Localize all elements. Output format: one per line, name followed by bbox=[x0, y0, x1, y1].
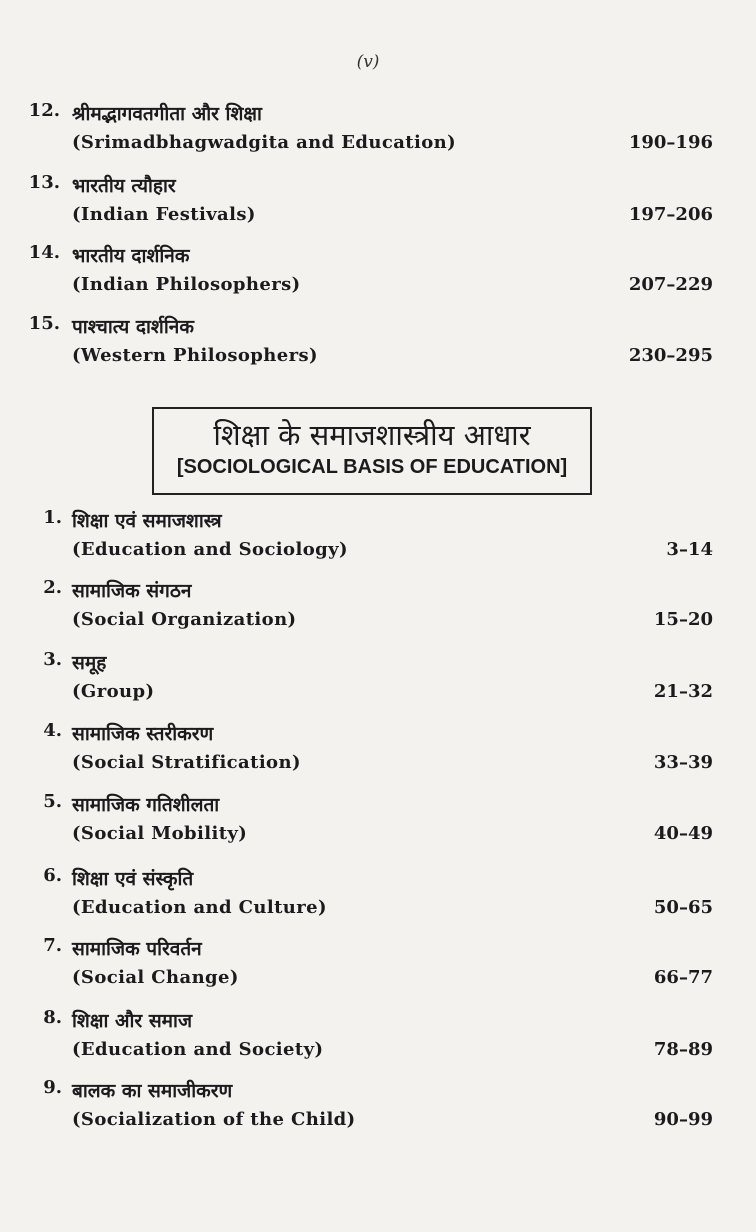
entry-pages: 197–206 bbox=[628, 204, 713, 225]
entry-number: 8. bbox=[43, 1007, 62, 1028]
entry-number: 15. bbox=[28, 313, 60, 334]
toc-entry bbox=[0, 720, 756, 780]
entry-number: 1. bbox=[43, 507, 62, 528]
entry-pages: 40–49 bbox=[653, 823, 713, 844]
page-number: (v) bbox=[356, 52, 380, 72]
entry-number: 6. bbox=[43, 865, 62, 886]
entry-pages: 50–65 bbox=[653, 897, 713, 918]
toc-entry bbox=[0, 507, 756, 567]
entry-title-hindi: श्रीमद्भागवतगीता और शिक्षा bbox=[72, 103, 262, 125]
entry-title-english: (Social Mobility) bbox=[72, 823, 248, 844]
entry-pages: 3–14 bbox=[666, 539, 713, 560]
entry-title-hindi: समूह bbox=[72, 652, 107, 674]
entry-number: 14. bbox=[28, 242, 60, 263]
entry-title-hindi: सामाजिक स्तरीकरण bbox=[72, 723, 214, 745]
entry-title-english: (Education and Society) bbox=[72, 1039, 324, 1060]
section-heading-box bbox=[152, 407, 592, 495]
entry-title-english: (Social Organization) bbox=[72, 609, 297, 630]
entry-title-english: (Social Stratification) bbox=[72, 752, 301, 773]
entry-title-english: (Srimadbhagwadgita and Education) bbox=[72, 132, 457, 153]
entry-title-hindi: पाश्चात्य दार्शनिक bbox=[72, 316, 194, 338]
entry-title-hindi: भारतीय त्यौहार bbox=[72, 175, 176, 197]
entry-pages: 33–39 bbox=[653, 752, 713, 773]
entry-pages: 21–32 bbox=[653, 681, 713, 702]
toc-entry bbox=[0, 172, 756, 232]
entry-title-hindi: भारतीय दार्शनिक bbox=[72, 245, 190, 267]
toc-entry bbox=[0, 577, 756, 637]
entry-title-hindi: शिक्षा और समाज bbox=[72, 1010, 193, 1032]
entry-number: 7. bbox=[43, 935, 62, 956]
toc-entry bbox=[0, 313, 756, 373]
entry-pages: 207–229 bbox=[628, 274, 713, 295]
toc-entry bbox=[0, 865, 756, 925]
entry-number: 13. bbox=[28, 172, 60, 193]
entry-number: 4. bbox=[43, 720, 62, 741]
entry-number: 9. bbox=[43, 1077, 62, 1098]
entry-number: 12. bbox=[28, 100, 60, 121]
toc-entry bbox=[0, 242, 756, 302]
toc-entry bbox=[0, 1007, 756, 1067]
entry-pages: 230–295 bbox=[628, 345, 713, 366]
entry-pages: 90–99 bbox=[653, 1109, 713, 1130]
entry-title-hindi: सामाजिक गतिशीलता bbox=[72, 794, 220, 816]
entry-title-hindi: शिक्षा एवं समाजशास्त्र bbox=[72, 510, 222, 532]
entry-title-english: (Education and Culture) bbox=[72, 897, 327, 918]
section-title-hindi: शिक्षा के समाजशास्त्रीय आधार bbox=[213, 418, 531, 452]
section-title-english: [SOCIOLOGICAL BASIS OF EDUCATION] bbox=[176, 456, 568, 478]
entry-title-english: (Group) bbox=[72, 681, 155, 702]
toc-entry bbox=[0, 1077, 756, 1137]
entry-title-english: (Social Change) bbox=[72, 967, 239, 988]
entry-title-hindi: बालक का समाजीकरण bbox=[72, 1080, 233, 1102]
entry-title-english: (Indian Philosophers) bbox=[72, 274, 301, 295]
entry-title-english: (Socialization of the Child) bbox=[72, 1109, 356, 1130]
entry-title-english: (Education and Sociology) bbox=[72, 539, 348, 560]
entry-title-english: (Indian Festivals) bbox=[72, 204, 256, 225]
entry-number: 3. bbox=[43, 649, 62, 670]
entry-title-hindi: सामाजिक परिवर्तन bbox=[72, 938, 202, 960]
entry-title-hindi: सामाजिक संगठन bbox=[72, 580, 192, 602]
entry-number: 5. bbox=[43, 791, 62, 812]
entry-pages: 190–196 bbox=[628, 132, 713, 153]
toc-entry bbox=[0, 100, 756, 160]
entry-title-english: (Western Philosophers) bbox=[72, 345, 318, 366]
toc-entry bbox=[0, 791, 756, 851]
entry-pages: 66–77 bbox=[653, 967, 713, 988]
toc-entry bbox=[0, 649, 756, 709]
toc-entry bbox=[0, 935, 756, 995]
entry-title-hindi: शिक्षा एवं संस्कृति bbox=[72, 868, 194, 890]
entry-number: 2. bbox=[43, 577, 62, 598]
entry-pages: 15–20 bbox=[653, 609, 713, 630]
entry-pages: 78–89 bbox=[653, 1039, 713, 1060]
